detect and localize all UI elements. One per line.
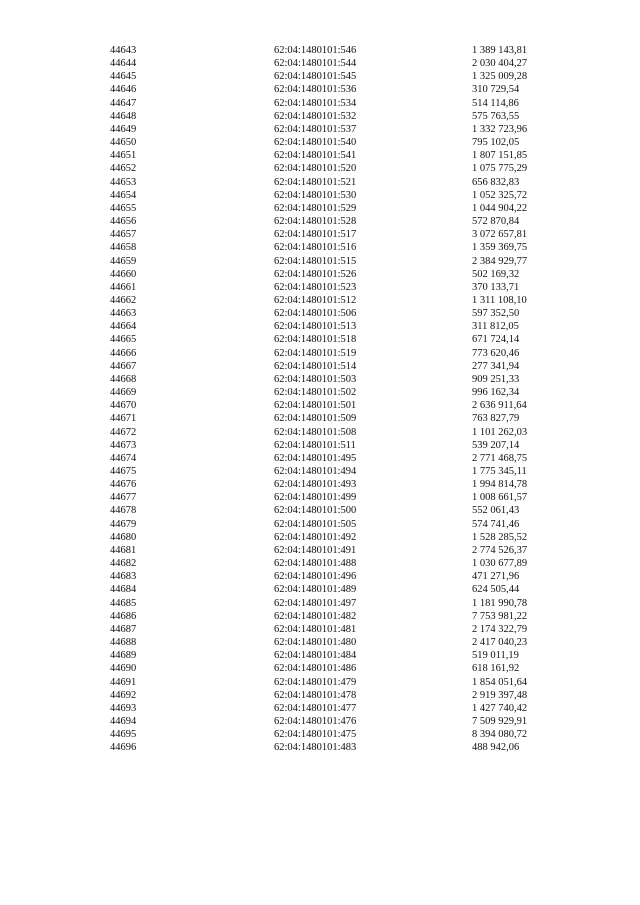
- cadastral-value: 310 729,54: [472, 84, 520, 96]
- table-row: [110, 676, 552, 689]
- cadastral-number: 62:04:1480101:488: [274, 558, 357, 570]
- cadastral-number: 62:04:1480101:546: [274, 45, 357, 56]
- cadastral-value: 311 812,05: [472, 321, 519, 333]
- row-number: 44690: [110, 663, 137, 675]
- row-number: 44675: [110, 466, 137, 477]
- cadastral-value: 1 101 262,03: [472, 426, 528, 438]
- cadastral-value: 671 724,14: [472, 334, 520, 346]
- cadastral-number: 62:04:1480101:482: [274, 610, 357, 622]
- row-number: 44678: [110, 505, 137, 517]
- cadastral-value: 2 174 322,79: [472, 623, 528, 635]
- cadastral-number: 62:04:1480101:493: [274, 479, 357, 491]
- cadastral-value: 370 133,71: [472, 281, 520, 293]
- cadastral-value: 773 620,46: [472, 347, 520, 359]
- table-row: [110, 386, 552, 399]
- row-number: 44677: [110, 492, 137, 504]
- row-number: 44651: [110, 150, 137, 162]
- cadastral-value-table: [110, 44, 552, 754]
- cadastral-number: 62:04:1480101:545: [274, 71, 357, 83]
- cadastral-value: 1 044 904,22: [472, 202, 528, 214]
- table-row: [110, 557, 552, 570]
- cadastral-value: 1 075 775,29: [472, 163, 528, 175]
- table-row: [110, 228, 552, 241]
- cadastral-number: 62:04:1480101:521: [274, 176, 357, 188]
- cadastral-number: 62:04:1480101:481: [274, 623, 357, 635]
- table-row: [110, 333, 552, 346]
- table-row: [110, 123, 552, 136]
- row-number: 44654: [110, 189, 137, 201]
- row-number: 44666: [110, 347, 137, 359]
- row-number: 44687: [110, 623, 137, 635]
- cadastral-value: 597 352,50: [472, 308, 520, 320]
- cadastral-number: 62:04:1480101:502: [274, 387, 357, 399]
- cadastral-value: 1 181 990,78: [472, 597, 528, 609]
- row-number: 44693: [110, 702, 137, 714]
- row-number: 44692: [110, 689, 137, 701]
- cadastral-number: 62:04:1480101:475: [274, 729, 357, 741]
- row-number: 44683: [110, 571, 137, 583]
- cadastral-value: 996 162,34: [472, 387, 520, 399]
- cadastral-value: 1 359 369,75: [472, 242, 528, 254]
- row-number: 44686: [110, 610, 137, 622]
- row-number: 44645: [110, 71, 137, 83]
- cadastral-value: 539 207,14: [472, 439, 520, 451]
- cadastral-number: 62:04:1480101:494: [274, 466, 357, 477]
- cadastral-number: 62:04:1480101:477: [274, 702, 357, 714]
- row-number: 44646: [110, 84, 137, 96]
- table-row: [110, 531, 552, 544]
- cadastral-value: 909 251,33: [472, 373, 520, 385]
- cadastral-number: 62:04:1480101:528: [274, 216, 357, 228]
- cadastral-number: 62:04:1480101:520: [274, 163, 357, 175]
- cadastral-value: 2 030 404,27: [472, 58, 528, 70]
- cadastral-value: 763 827,79: [472, 413, 520, 425]
- cadastral-number: 62:04:1480101:501: [274, 400, 357, 412]
- row-number: 44659: [110, 255, 137, 267]
- cadastral-number: 62:04:1480101:536: [274, 84, 357, 96]
- row-number: 44660: [110, 268, 137, 280]
- table-row: [110, 215, 552, 228]
- row-number: 44679: [110, 518, 137, 530]
- table-row: [110, 570, 552, 583]
- cadastral-value: 1 030 677,89: [472, 558, 528, 570]
- row-number: 44684: [110, 584, 137, 596]
- row-number: 44649: [110, 123, 137, 135]
- row-number: 44691: [110, 676, 137, 688]
- row-number: 44655: [110, 202, 137, 214]
- cadastral-value: 1 427 740,42: [472, 702, 528, 714]
- cadastral-value: 502 169,32: [472, 268, 520, 280]
- table-row: [110, 320, 552, 333]
- cadastral-value: 624 505,44: [472, 584, 520, 596]
- cadastral-value: 488 942,06: [472, 742, 520, 754]
- cadastral-value: 471 271,96: [472, 571, 520, 583]
- row-number: 44648: [110, 110, 137, 122]
- cadastral-value: 795 102,05: [472, 137, 520, 149]
- table-row: [110, 294, 552, 307]
- cadastral-number: 62:04:1480101:506: [274, 308, 357, 320]
- row-number: 44644: [110, 58, 137, 70]
- cadastral-value: 8 394 080,72: [472, 729, 528, 741]
- cadastral-value: 552 061,43: [472, 505, 520, 517]
- row-number: 44685: [110, 597, 137, 609]
- row-number: 44695: [110, 729, 137, 741]
- table-row: [110, 176, 552, 189]
- table-row: [110, 149, 552, 162]
- cadastral-value: 1 311 108,10: [472, 294, 527, 306]
- row-number: 44653: [110, 176, 137, 188]
- row-number: 44662: [110, 294, 137, 306]
- table-row: [110, 649, 552, 662]
- row-number: 44676: [110, 479, 137, 491]
- row-number: 44668: [110, 373, 137, 385]
- cadastral-number: 62:04:1480101:478: [274, 689, 357, 701]
- row-number: 44667: [110, 360, 137, 372]
- cadastral-number: 62:04:1480101:479: [274, 676, 357, 688]
- cadastral-number: 62:04:1480101:523: [274, 281, 357, 293]
- cadastral-value: 1 528 285,52: [472, 531, 528, 543]
- table-row: [110, 583, 552, 596]
- table-row: [110, 610, 552, 623]
- cadastral-number: 62:04:1480101:513: [274, 321, 357, 333]
- table-row: [110, 518, 552, 531]
- cadastral-value: 575 763,55: [472, 110, 520, 122]
- cadastral-number: 62:04:1480101:509: [274, 413, 357, 425]
- cadastral-value: 1 807 151,85: [472, 150, 528, 162]
- cadastral-value: 2 919 397,48: [472, 689, 528, 701]
- cadastral-number: 62:04:1480101:526: [274, 268, 357, 280]
- row-number: 44670: [110, 400, 137, 412]
- row-number: 44656: [110, 216, 137, 228]
- cadastral-value: 1 332 723,96: [472, 123, 528, 135]
- table-row: [110, 452, 552, 465]
- cadastral-number: 62:04:1480101:511: [274, 439, 356, 451]
- cadastral-number: 62:04:1480101:499: [274, 492, 357, 504]
- cadastral-value: 1 325 009,28: [472, 71, 528, 83]
- cadastral-number: 62:04:1480101:519: [274, 347, 357, 359]
- table-row: [110, 412, 552, 425]
- cadastral-value: 656 832,83: [472, 176, 520, 188]
- row-number: 44657: [110, 229, 137, 241]
- table-row: [110, 189, 552, 202]
- row-number: 44671: [110, 413, 137, 425]
- cadastral-number: 62:04:1480101:518: [274, 334, 357, 346]
- cadastral-value: 618 161,92: [472, 663, 520, 675]
- table-row: [110, 241, 552, 254]
- table-row: [110, 741, 552, 754]
- table-row: [110, 83, 552, 96]
- cadastral-number: 62:04:1480101:500: [274, 505, 357, 517]
- cadastral-value: 1 052 325,72: [472, 189, 528, 201]
- cadastral-value: 1 775 345,11: [472, 466, 527, 477]
- table-row: [110, 347, 552, 360]
- table-row: [110, 255, 552, 268]
- cadastral-number: 62:04:1480101:484: [274, 650, 357, 662]
- cadastral-number: 62:04:1480101:496: [274, 571, 357, 583]
- cadastral-number: 62:04:1480101:516: [274, 242, 357, 254]
- row-number: 44681: [110, 544, 137, 556]
- table-row: [110, 162, 552, 175]
- cadastral-number: 62:04:1480101:495: [274, 452, 357, 464]
- table-row: [110, 504, 552, 517]
- table-row: [110, 268, 552, 281]
- cadastral-number: 62:04:1480101:515: [274, 255, 357, 267]
- row-number: 44674: [110, 452, 137, 464]
- row-number: 44663: [110, 308, 137, 320]
- table-row: [110, 202, 552, 215]
- row-number: 44682: [110, 558, 137, 570]
- row-number: 44647: [110, 97, 137, 109]
- cadastral-number: 62:04:1480101:537: [274, 123, 357, 135]
- cadastral-number: 62:04:1480101:508: [274, 426, 357, 438]
- table-row: [110, 57, 552, 70]
- cadastral-value: 7 509 929,91: [472, 715, 528, 727]
- cadastral-number: 62:04:1480101:517: [274, 229, 357, 241]
- table-row: [110, 307, 552, 320]
- cadastral-number: 62:04:1480101:480: [274, 637, 357, 649]
- table-row: [110, 465, 552, 478]
- cadastral-value: 2 636 911,64: [472, 400, 527, 412]
- table-row: [110, 623, 552, 636]
- cadastral-number: 62:04:1480101:497: [274, 597, 357, 609]
- cadastral-value: 572 870,84: [472, 216, 520, 228]
- row-number: 44658: [110, 242, 137, 254]
- row-number: 44643: [110, 45, 137, 56]
- table-row: [110, 136, 552, 149]
- table-row: [110, 478, 552, 491]
- table-row: [110, 110, 552, 123]
- table-row: [110, 544, 552, 557]
- cadastral-number: 62:04:1480101:492: [274, 531, 357, 543]
- cadastral-value: 2 384 929,77: [472, 255, 528, 267]
- table-row: [110, 491, 552, 504]
- table-row: [110, 702, 552, 715]
- row-number: 44669: [110, 387, 137, 399]
- cadastral-number: 62:04:1480101:514: [274, 360, 357, 372]
- cadastral-value: 574 741,46: [472, 518, 520, 530]
- table-row: [110, 373, 552, 386]
- cadastral-number: 62:04:1480101:529: [274, 202, 357, 214]
- cadastral-number: 62:04:1480101:476: [274, 715, 357, 727]
- table-row: [110, 439, 552, 452]
- row-number: 44672: [110, 426, 137, 438]
- cadastral-number: 62:04:1480101:540: [274, 137, 357, 149]
- row-number: 44652: [110, 163, 137, 175]
- cadastral-number: 62:04:1480101:532: [274, 110, 357, 122]
- row-number: 44688: [110, 637, 137, 649]
- table-row: [110, 728, 552, 741]
- table-row: [110, 44, 552, 57]
- row-number: 44661: [110, 281, 137, 293]
- cadastral-number: 62:04:1480101:544: [274, 58, 357, 70]
- table-row: [110, 281, 552, 294]
- row-number: 44696: [110, 742, 137, 754]
- table-row: [110, 399, 552, 412]
- cadastral-number: 62:04:1480101:541: [274, 150, 357, 162]
- cadastral-value: 514 114,86: [472, 97, 519, 109]
- table-body: [110, 44, 552, 754]
- cadastral-value: 277 341,94: [472, 360, 520, 372]
- row-number: 44680: [110, 531, 137, 543]
- row-number: 44689: [110, 650, 137, 662]
- cadastral-number: 62:04:1480101:530: [274, 189, 357, 201]
- table-row: [110, 662, 552, 675]
- row-number: 44664: [110, 321, 137, 333]
- cadastral-value: 1 854 051,64: [472, 676, 528, 688]
- cadastral-value: 2 771 468,75: [472, 452, 528, 464]
- cadastral-number: 62:04:1480101:483: [274, 742, 357, 754]
- table-row: [110, 689, 552, 702]
- cadastral-value: 2 774 526,37: [472, 544, 528, 556]
- table-row: [110, 597, 552, 610]
- row-number: 44665: [110, 334, 137, 346]
- cadastral-number: 62:04:1480101:486: [274, 663, 357, 675]
- cadastral-value: 2 417 040,23: [472, 637, 528, 649]
- cadastral-number: 62:04:1480101:491: [274, 544, 357, 556]
- table-row: [110, 360, 552, 373]
- cadastral-value: 7 753 981,22: [472, 610, 528, 622]
- cadastral-value: 3 072 657,81: [472, 229, 528, 241]
- table-row: [110, 636, 552, 649]
- table-row: [110, 70, 552, 83]
- cadastral-value: 1 008 661,57: [472, 492, 528, 504]
- row-number: 44673: [110, 439, 137, 451]
- cadastral-value: 1 389 143,81: [472, 45, 528, 56]
- cadastral-number: 62:04:1480101:503: [274, 373, 357, 385]
- cadastral-number: 62:04:1480101:512: [274, 294, 357, 306]
- cadastral-number: 62:04:1480101:489: [274, 584, 357, 596]
- cadastral-value: 1 994 814,78: [472, 479, 528, 491]
- cadastral-number: 62:04:1480101:505: [274, 518, 357, 530]
- table-row: [110, 426, 552, 439]
- row-number: 44650: [110, 137, 137, 149]
- row-number: 44694: [110, 715, 137, 727]
- table-row: [110, 715, 552, 728]
- table-row: [110, 97, 552, 110]
- cadastral-value: 519 011,19: [472, 650, 519, 662]
- cadastral-number: 62:04:1480101:534: [274, 97, 357, 109]
